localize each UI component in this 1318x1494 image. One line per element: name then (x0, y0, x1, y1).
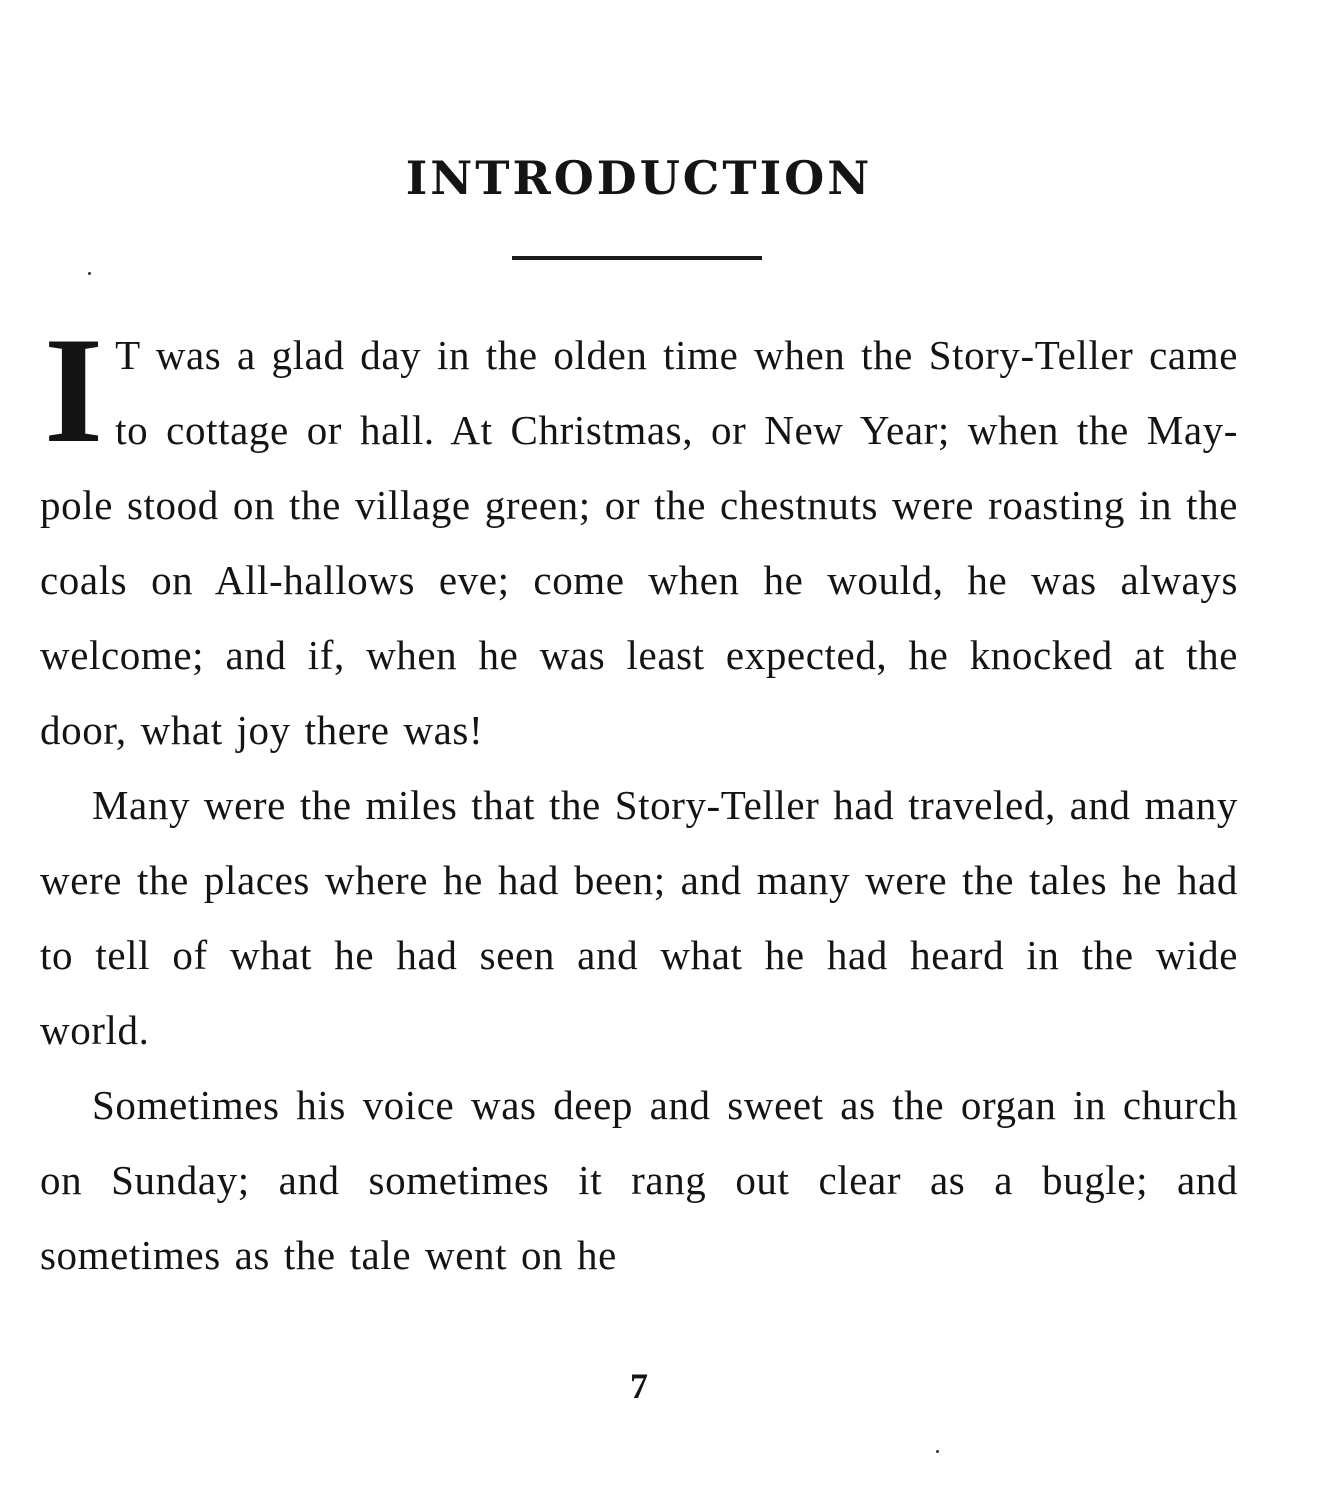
heading-rule (512, 256, 762, 260)
paragraph-1 (40, 306, 1238, 768)
drop-cap: I (44, 306, 104, 474)
paragraph-2: Many were the miles that the Story-Teller had traveled, and many were the places where he had been; and many were the tales he had to tell of what he had seen and what he had heard in the wide world. (40, 782, 1238, 1053)
chapter-heading: INTRODUCTION (405, 151, 873, 205)
ink-speck (936, 1450, 939, 1453)
paragraph-1-text: T was a glad day in the olden time when the Story-Teller came to cottage or hall. At Christmas, or New Year; when the May-pole stood on the village green; or the chestnuts were roasting in the coals on All-hallows eve; come when he would, he was always welcome; and if, when he was least expected, he knocked at the door, what joy there was! (40, 332, 1238, 753)
body-text (40, 306, 1238, 1293)
paragraph-3: Sometimes his voice was deep and sweet as the organ in church on Sunday; and sometimes it rang out clear as a bugle; and sometimes as the tale went on he (40, 1082, 1238, 1278)
ink-speck (88, 272, 91, 275)
page-number: 7 (630, 1366, 648, 1406)
